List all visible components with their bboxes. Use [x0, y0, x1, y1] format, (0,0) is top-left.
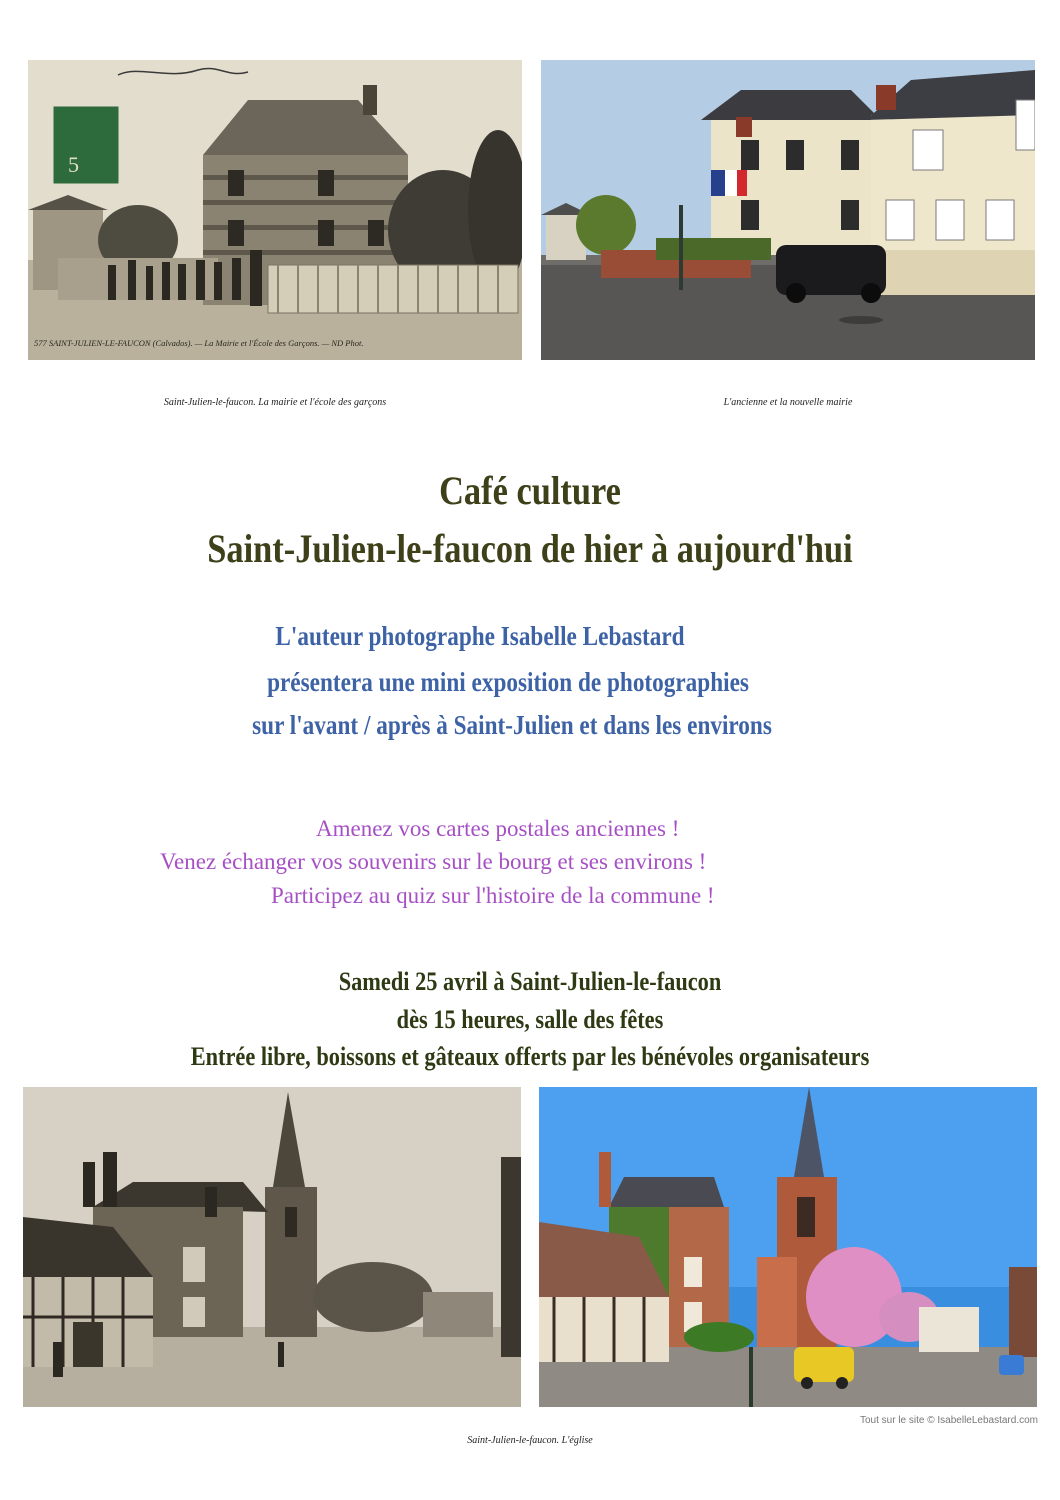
invite-quiz: Participez au quiz sur l'histoire de la commune ! — [271, 883, 715, 908]
event-time-venue: dès 15 heures, salle des fêtes — [396, 1005, 664, 1034]
old-church-postcard — [23, 1087, 521, 1407]
invite-memories: Venez échanger vos souvenirs sur le bourg et ses environs ! — [160, 849, 707, 874]
modern-church-photo — [539, 1087, 1037, 1407]
event-subtitle: Saint-Julien-le-faucon de hier à aujourd'hui — [207, 526, 853, 571]
photo-credit: Tout sur le site © IsabelleLebastard.com — [859, 1415, 1038, 1426]
postcard-caption-text: 577 SAINT-JULIEN-LE-FAUCON (Calvados). — La Mairie et l'École des Garçons. — ND Phot. — [34, 338, 364, 348]
intro-line-3: sur l'avant / après à Saint-Julien et dans les environs — [252, 710, 772, 740]
event-date-place: Samedi 25 avril à Saint-Julien-le-faucon — [338, 967, 722, 996]
old-townhall-postcard — [28, 60, 522, 360]
caption-church: Saint-Julien-le-faucon. L'église — [467, 1435, 593, 1446]
event-entry-details: Entrée libre, boissons et gâteaux offerts par les bénévoles organisateurs — [190, 1042, 870, 1071]
caption-old-townhall: Saint-Julien-le-faucon. La mairie et l'école des garçons — [163, 397, 387, 408]
event-title: Café culture — [439, 468, 621, 513]
intro-line-2: présentera une mini exposition de photographies — [267, 667, 749, 697]
intro-line-1: L'auteur photographe Isabelle Lebastard — [275, 621, 685, 651]
svg-text:5: 5 — [68, 152, 79, 177]
modern-townhall-photo — [541, 60, 1035, 360]
caption-townhall-comparison: L'ancienne et la nouvelle mairie — [723, 397, 853, 408]
invite-postcards: Amenez vos cartes postales anciennes ! — [316, 816, 680, 841]
